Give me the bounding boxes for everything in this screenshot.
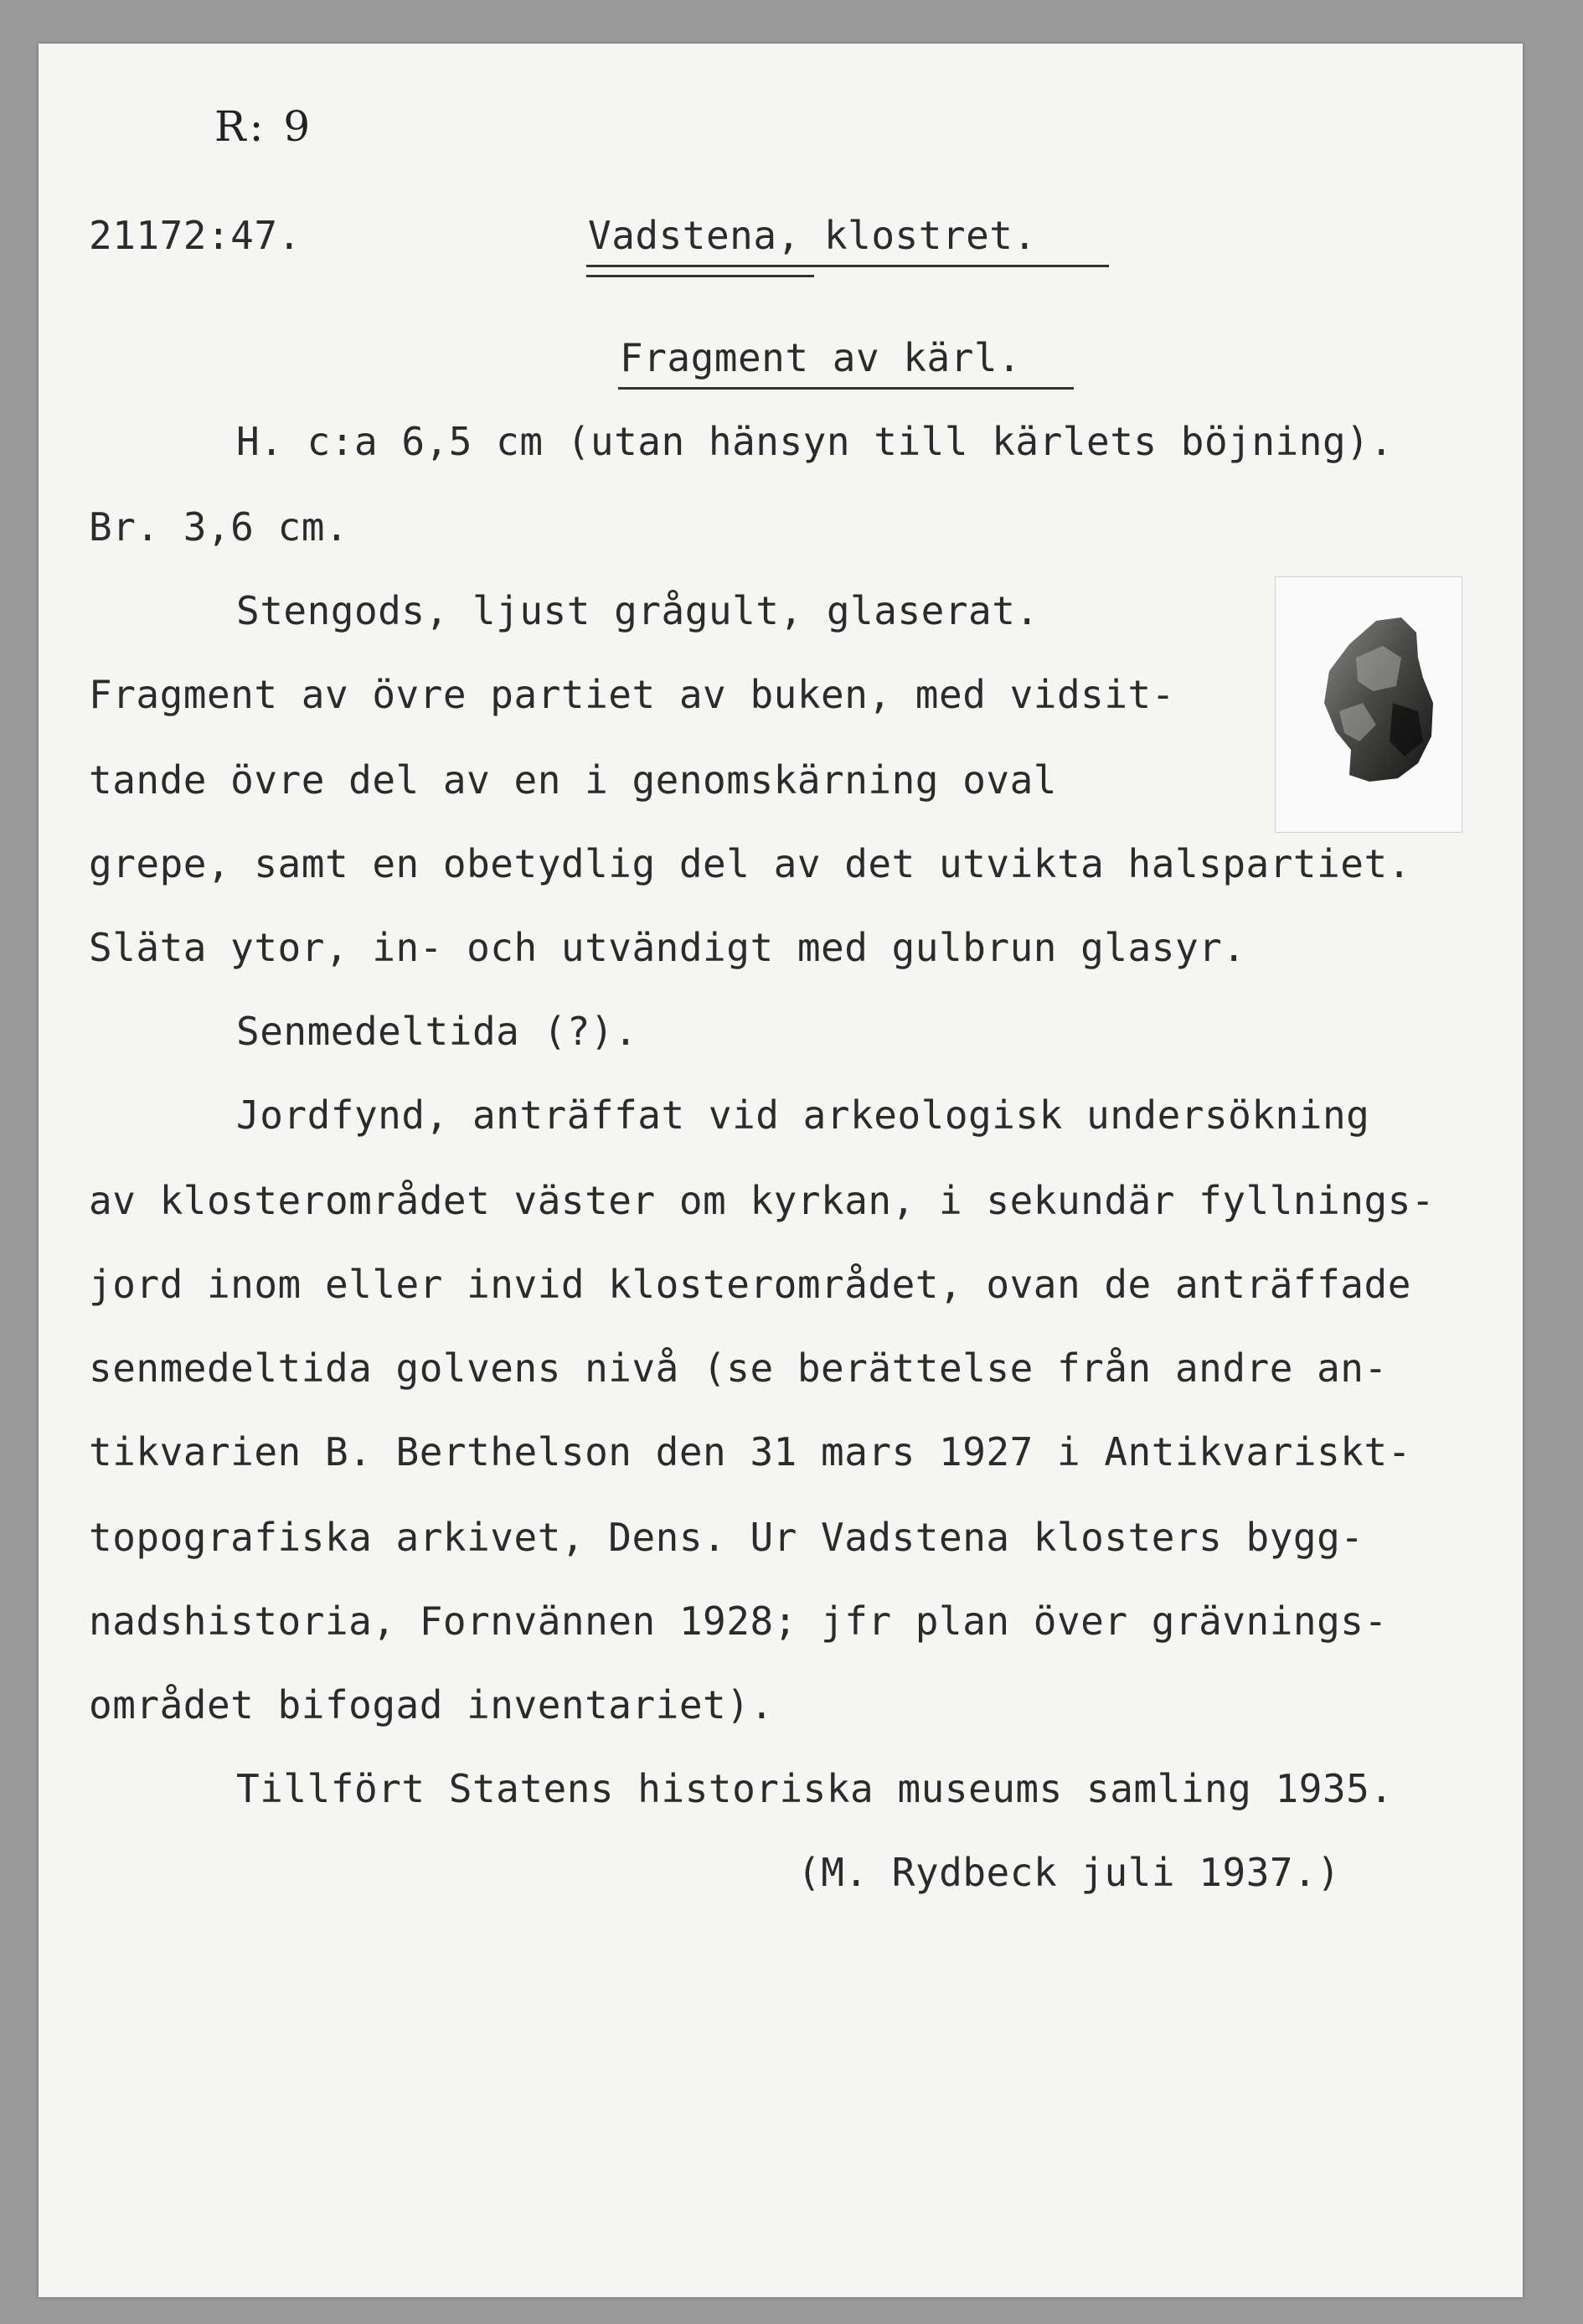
text-line: Stengods, ljust grågult, glaserat. <box>236 588 1039 633</box>
text-line: av klosterområdet väster om kyrkan, i sekundär fyllnings- <box>89 1178 1436 1223</box>
text-line: jord inom eller invid klosterområdet, ovan de anträffade <box>89 1262 1411 1307</box>
text-line: Tillfört Statens historiska museums samling 1935. <box>236 1766 1394 1811</box>
text-line: senmedeltida golvens nivå (se berättelse från andre an- <box>89 1345 1388 1391</box>
text-line: Fragment av övre partiet av buken, med vidsit- <box>89 672 1175 717</box>
text-line: grepe, samt en obetydlig del av det utvikta halspartiet. <box>89 841 1411 886</box>
text-line: Senmedeltida (?). <box>236 1009 638 1054</box>
place-heading: Vadstena, klostret. <box>588 213 1037 258</box>
text-line: området bifogad inventariet). <box>89 1682 774 1728</box>
place-heading-underline-short <box>586 275 814 277</box>
object-title-underline <box>618 387 1074 390</box>
text-line: Släta ytor, in- och utvändigt med gulbrun glasyr. <box>89 925 1246 970</box>
text-line: topografiska arkivet, Dens. Ur Vadstena klosters bygg- <box>89 1515 1364 1560</box>
inventory-number: 21172:47. <box>89 213 302 258</box>
text-line: H. c:a 6,5 cm (utan hänsyn till kärlets böjning). <box>236 419 1394 464</box>
object-title: Fragment av kärl. <box>620 335 1022 380</box>
artifact-photo <box>1275 576 1462 833</box>
stoneware-fragment-image <box>1276 577 1462 832</box>
text-line: nadshistoria, Fornvännen 1928; jfr plan över grävnings- <box>89 1598 1388 1644</box>
text-line: tikvarien B. Berthelson den 31 mars 1927 i Antikvariskt- <box>89 1429 1411 1474</box>
handwritten-note: R: 9 <box>214 102 314 151</box>
text-line: tande övre del av en i genomskärning oval <box>89 757 1057 803</box>
text-line: Jordfynd, anträffat vid arkeologisk undersökning <box>236 1092 1370 1138</box>
signature-line: (M. Rydbeck juli 1937.) <box>797 1850 1341 1895</box>
place-heading-underline <box>586 265 1109 267</box>
catalogue-card <box>39 44 1523 2297</box>
text-line: Br. 3,6 cm. <box>89 504 349 550</box>
